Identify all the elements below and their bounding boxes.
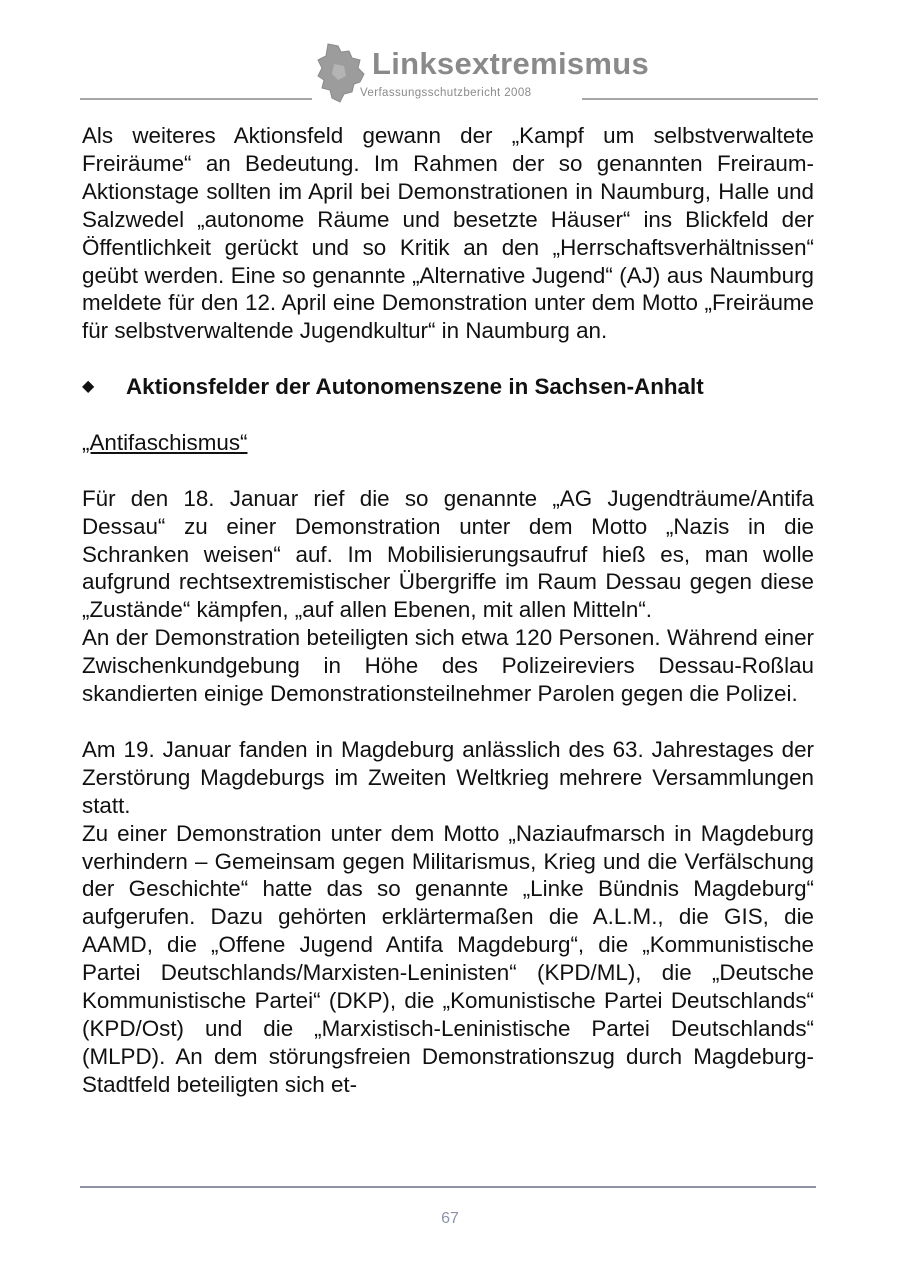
header-divider-right xyxy=(582,98,818,100)
diamond-bullet-icon: ◆ xyxy=(82,378,95,396)
paragraph-dessau-call: Für den 18. Januar rief die so genannte „AG Jugendträume/Antifa Dessau“ zu einer Demonstration unter dem Motto „Nazis in die Schranken weisen“ auf. Im Mobilisierungsaufruf hieß es, man wolle aufgrund rechtsextremistischer Übergriffe im Raum Dessau gegen diese „Zustände“ kämpfen, „auf allen Ebenen, mit allen Mitteln“. xyxy=(82,485,814,623)
section-heading-text: Aktionsfelder der Autonomenszene in Sachsen-Anhalt xyxy=(126,374,704,400)
spacer xyxy=(82,345,814,373)
header-subtitle: Verfassungsschutzbericht 2008 xyxy=(360,87,532,99)
page-header xyxy=(0,0,900,110)
saxony-anhalt-map-icon xyxy=(314,42,366,104)
spacer xyxy=(82,401,814,429)
header-divider-left xyxy=(80,98,312,100)
paragraph-dessau-demo: An der Demonstration beteiligten sich etwa 120 Personen. Während einer Zwischenkundgebung in Höhe des Polizeireviers Dessau-Roßlau skandierten einige Demonstrationsteilnehmer Parolen gegen die Polizei. xyxy=(82,625,814,707)
section-heading xyxy=(82,373,814,401)
subsection-heading: „Antifaschismus“ xyxy=(82,429,248,455)
page-body xyxy=(82,122,814,1099)
paragraph-magdeburg-anniversary: Am 19. Januar fanden in Magdeburg anlässlich des 63. Jahrestages der Zerstörung Magdeburgs im Zweiten Weltkrieg mehrere Versammlungen statt. xyxy=(82,736,814,818)
spacer xyxy=(82,708,814,736)
header-title: Linksextremismus xyxy=(372,46,650,81)
paragraph-freiraeume: Als weiteres Aktionsfeld gewann der „Kampf um selbstverwaltete Freiräume“ an Bedeutung. Im Rahmen der so genannten Freiraum-Aktionstage sollten im April bei Demonstrationen in Naumburg, Halle und Salzwedel „autonome Räume und besetzte Häuser“ ins Blickfeld der Öffentlichkeit gerückt und so Kritik an den „Herrschaftsverhältnissen“ geübt werden. Eine so genannte „Alternative Jugend“ (AJ) aus Naumburg meldete für den 12. April eine Demonstration unter dem Motto „Freiräume für selbstverwaltende Jugendkultur“ in Naumburg an. xyxy=(82,123,814,344)
footer-divider xyxy=(80,1186,816,1188)
spacer xyxy=(82,457,814,485)
paragraph-magdeburg-demo: Zu einer Demonstration unter dem Motto „Naziaufmarsch in Magdeburg verhindern – Gemeinsam gegen Militarismus, Krieg und die Verfälschung der Geschichte“ hatte das so genannte „Linke Bündnis Magdeburg“ aufgerufen. Dazu gehörten erklärtermaßen die A.L.M., die GIS, die AAMD, die „Offene Jugend Antifa Magdeburg“, die „Kommunistische Partei Deutschlands/Marxisten-Leninisten“ (KPD/ML), die „Deutsche Kommunistische Partei“ (DKP), die „Komunistische Partei Deutschlands“ (KPD/Ost) und die „Marxistisch-Leninistische Partei Deutschlands“ (MLPD). An dem störungsfreien Demonstrationszug durch Magdeburg-Stadtfeld beteiligten sich et- xyxy=(82,820,814,1097)
page-number: 67 xyxy=(441,1210,459,1227)
